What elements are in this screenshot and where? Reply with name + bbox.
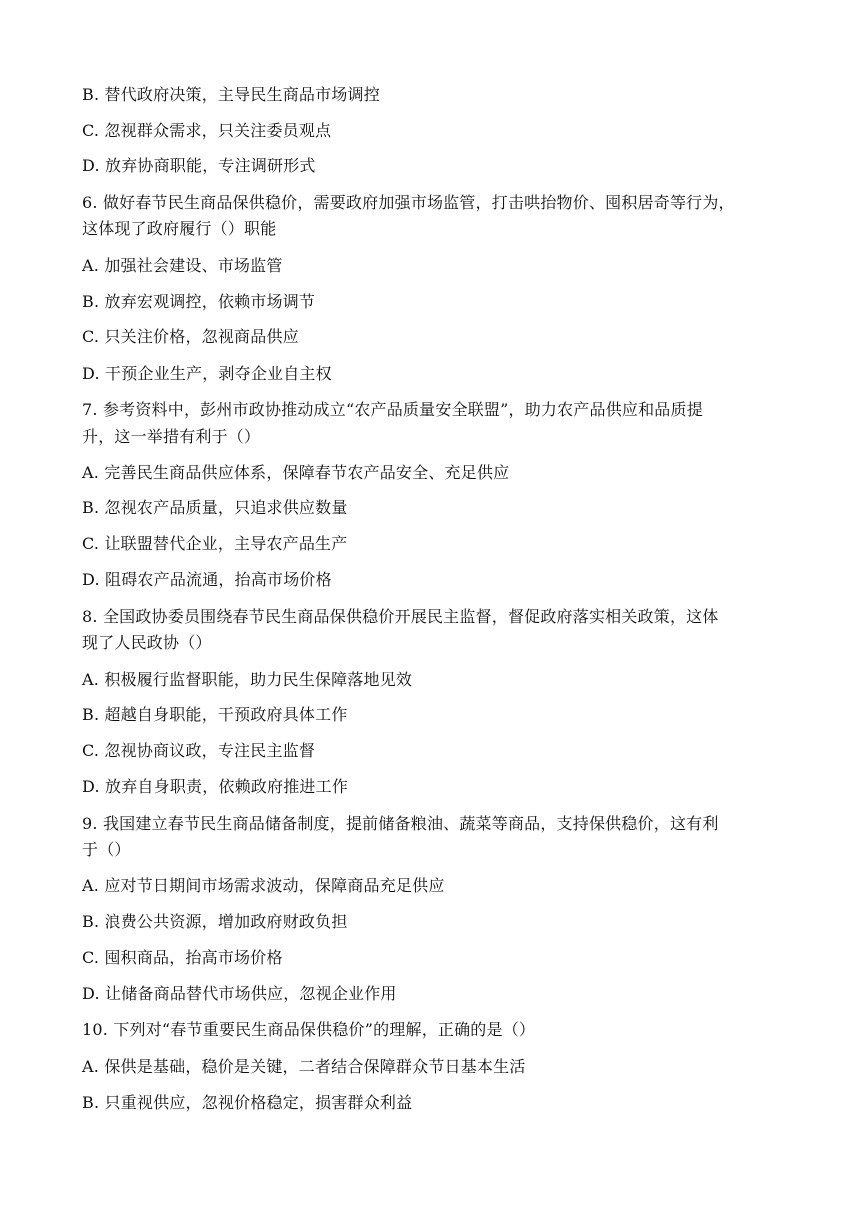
option-line: B. 超越自身职能，干预政府具体工作 [82,705,348,724]
option-line: B. 放弃宏观调控，依赖市场调节 [82,292,316,311]
option-line: A. 加强社会建设、市场监管 [82,256,283,275]
option-line: D. 阻碍农产品流通，抬高市场价格 [82,570,332,589]
option-line: A. 积极履行监督职能，助力民生保障落地见效 [82,670,413,689]
question-8-line-1: 8. 全国政协委员围绕春节民生商品保供稳价开展民主监督，督促政府落实相关政策，这体 [82,607,719,626]
option-line: D. 放弃协商职能，专注调研形式 [82,156,316,175]
option-line: A. 完善民生商品供应体系，保障春节农产品安全、充足供应 [82,463,510,482]
question-9-line-1: 9. 我国建立春节民生商品储备制度，提前储备粮油、蔬菜等商品，支持保供稳价，这有利 [82,814,719,833]
question-7-line-2: 升，这一举措有利于（） [82,427,261,446]
option-line: B. 浪费公共资源，增加政府财政负担 [82,912,348,931]
option-line: C. 让联盟替代企业，主导农产品生产 [82,534,348,553]
option-line: C. 只关注价格，忽视商品供应 [82,327,299,346]
option-line: B. 只重视供应，忽视价格稳定，损害群众利益 [82,1093,413,1112]
option-line: D. 让储备商品替代市场供应，忽视企业作用 [82,984,397,1003]
option-line: C. 忽视协商议政，专注民主监督 [82,741,316,760]
question-8-line-2: 现了人民政协（） [82,633,212,652]
option-line: A. 应对节日期间市场需求波动，保障商品充足供应 [82,876,445,895]
option-line: B. 替代政府决策，主导民生商品市场调控 [82,85,380,104]
option-line: C. 忽视群众需求，只关注委员观点 [82,121,332,140]
question-10-line: 10. 下列对“春节重要民生商品保供稳价”的理解，正确的是（） [82,1020,536,1039]
question-6-line-2: 这体现了政府履行（）职能 [82,219,277,238]
question-6-line-1: 6. 做好春节民生商品保供稳价，需要政府加强市场监管，打击哄抬物价、囤积居奇等行为， [82,193,735,212]
option-line: B. 忽视农产品质量，只追求供应数量 [82,498,348,517]
option-line: C. 囤积商品，抬高市场价格 [82,948,283,967]
option-line: D. 放弃自身职责，依赖政府推进工作 [82,777,349,796]
question-9-line-2: 于（） [82,840,131,859]
option-line: A. 保供是基础，稳价是关键，二者结合保障群众节日基本生活 [82,1057,526,1076]
option-line: D. 干预企业生产，剥夺企业自主权 [82,364,332,383]
question-7-line-1: 7. 参考资料中，彭州市政协推动成立“农产品质量安全联盟”，助力农产品供应和品质提 [82,400,703,419]
